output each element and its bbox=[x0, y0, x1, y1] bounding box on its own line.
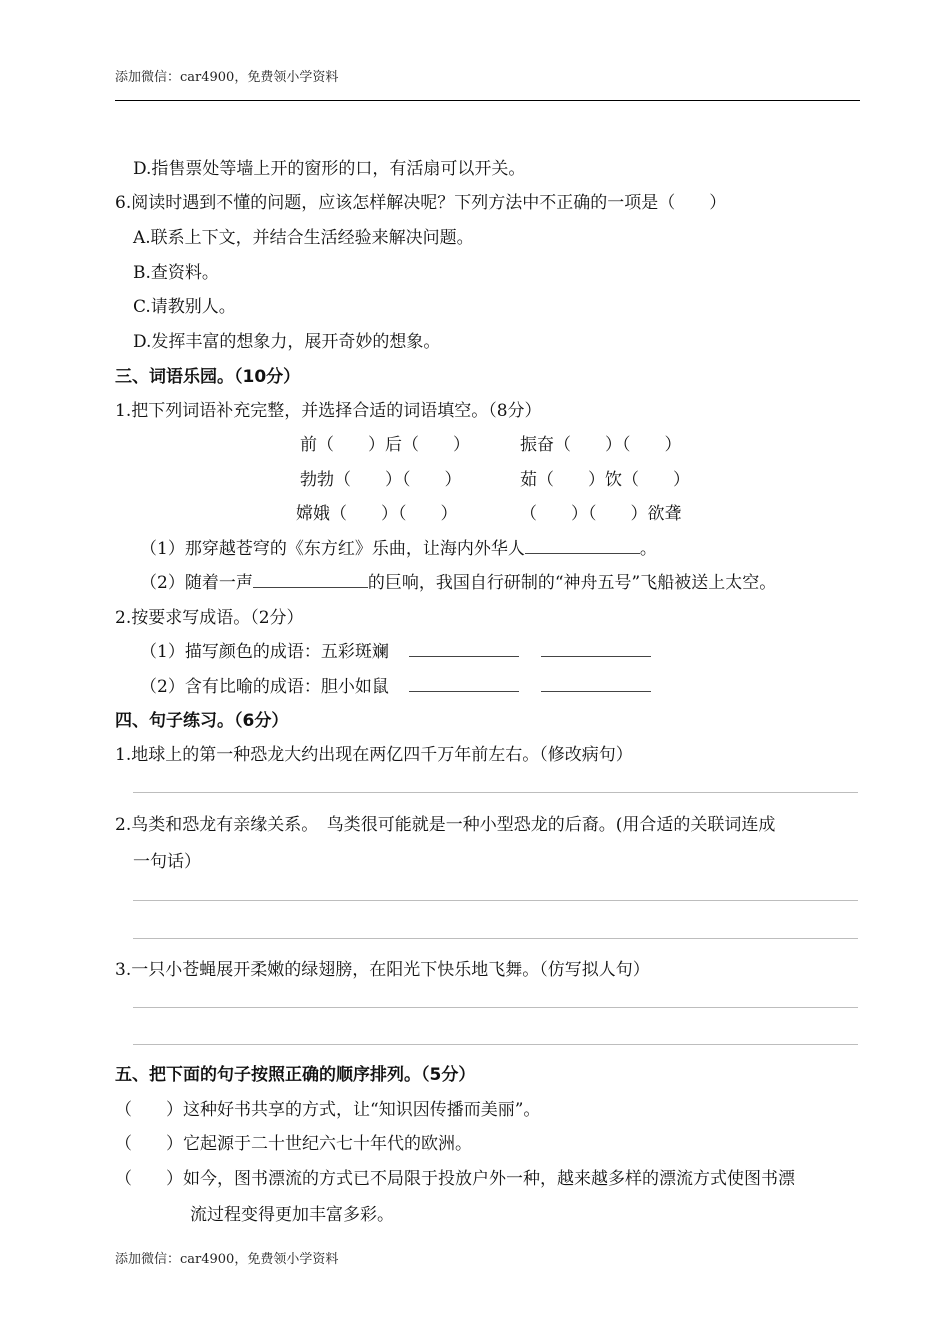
word-item-6: （ ）（ ）欲聋 bbox=[520, 504, 682, 524]
word-item-2: 振奋（ ）（ ） bbox=[520, 435, 682, 455]
fill-sentence-1 bbox=[140, 534, 657, 559]
answer-line-q1[interactable] bbox=[133, 792, 858, 793]
part5-title: 五、把下面的句子按照正确的顺序排列。（5分） bbox=[115, 1065, 476, 1085]
fill-sentence-2 bbox=[140, 568, 776, 593]
order-item-3-line1: （ ）如今，图书漂流的方式已不局限于投放户外一种，越来越多样的漂流方式使图书漂 bbox=[115, 1169, 795, 1189]
q6-stem: 6.阅读时遇到不懂的问题，应该怎样解决呢？下列方法中不正确的一项是（ ） bbox=[115, 193, 727, 213]
part3-q1-stem: 1.把下列词语补充完整，并选择合适的词语填空。（8分） bbox=[115, 401, 542, 421]
idiom-metaphor-blank-2[interactable] bbox=[541, 677, 651, 692]
footer-note: 添加微信：car4900，免费领小学资料 bbox=[115, 1252, 339, 1267]
header-rule bbox=[115, 100, 860, 101]
word-item-4: 茹（ ）饮（ ） bbox=[520, 470, 690, 490]
idiom-metaphor-text: （2）含有比喻的成语：胆小如鼠 bbox=[140, 677, 389, 697]
q6-option-a: A.联系上下文，并结合生活经验来解决问题。 bbox=[133, 228, 474, 248]
part3-title: 三、词语乐园。（10分） bbox=[115, 367, 301, 387]
q6-option-b: B.查资料。 bbox=[133, 263, 219, 283]
word-item-1: 前（ ）后（ ） bbox=[300, 435, 470, 455]
part4-q1: 1.地球上的第一种恐龙大约出现在两亿四千万年前左右。（修改病句） bbox=[115, 745, 633, 765]
word-item-3: 勃勃（ ）（ ） bbox=[300, 470, 462, 490]
idiom-color-blank-2[interactable] bbox=[541, 642, 651, 657]
answer-line-q2a[interactable] bbox=[133, 900, 858, 901]
part3-q2-stem: 2.按要求写成语。（2分） bbox=[115, 608, 304, 628]
idiom-color-text: （1）描写颜色的成语：五彩斑斓 bbox=[140, 642, 389, 662]
order-item-3-line2: 流过程变得更加丰富多彩。 bbox=[190, 1205, 394, 1225]
part4-title: 四、句子练习。（6分） bbox=[115, 711, 289, 731]
q6-option-d: D.发挥丰富的想象力，展开奇妙的想象。 bbox=[133, 332, 441, 352]
order-item-1: （ ）这种好书共享的方式，让“知识因传播而美丽”。 bbox=[115, 1100, 541, 1120]
idiom-color-row bbox=[140, 637, 651, 662]
fill-sentence-2-end: 的巨响，我国自行研制的“神舟五号”飞船被送上太空。 bbox=[367, 573, 777, 593]
fill-blank-1[interactable] bbox=[525, 539, 640, 554]
fill-sentence-1-text: （1）那穿越苍穹的《东方红》乐曲，让海内外华人 bbox=[140, 539, 525, 559]
idiom-metaphor-blank-1[interactable] bbox=[409, 677, 519, 692]
part4-q2-line2: 一句话） bbox=[133, 852, 201, 872]
fill-blank-2[interactable] bbox=[253, 573, 368, 588]
answer-line-q3b[interactable] bbox=[133, 1044, 858, 1045]
order-item-2: （ ）它起源于二十世纪六七十年代的欧洲。 bbox=[115, 1134, 472, 1154]
q5-option-d: D.指售票处等墙上开的窗形的口，有活扇可以开关。 bbox=[133, 159, 526, 179]
part4-q2-line1: 2.鸟类和恐龙有亲缘关系。 鸟类很可能就是一种小型恐龙的后裔。(用合适的关联词连成 bbox=[115, 815, 776, 835]
q6-option-c: C.请教别人。 bbox=[133, 297, 236, 317]
answer-line-q3a[interactable] bbox=[133, 1007, 858, 1008]
word-item-5: 嫦娥（ ）（ ） bbox=[296, 504, 458, 524]
part4-q3: 3.一只小苍蝇展开柔嫩的绿翅膀，在阳光下快乐地飞舞。（仿写拟人句） bbox=[115, 960, 650, 980]
fill-sentence-1-end: 。 bbox=[639, 539, 657, 559]
idiom-metaphor-row bbox=[140, 672, 651, 697]
fill-sentence-2-text: （2）随着一声 bbox=[140, 573, 253, 593]
idiom-color-blank-1[interactable] bbox=[409, 642, 519, 657]
answer-line-q2b[interactable] bbox=[133, 938, 858, 939]
header-note: 添加微信：car4900，免费领小学资料 bbox=[115, 70, 339, 85]
